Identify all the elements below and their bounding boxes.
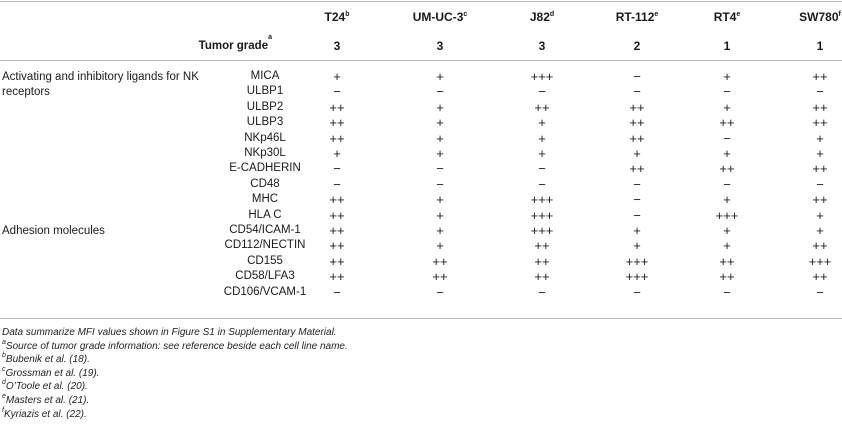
row-label: CD54/ICAM-1 [229, 224, 301, 236]
footnote-text: Data summarize MFI values shown in Figure S1 in Supplementary Material. [2, 327, 337, 338]
table-cell: − [816, 284, 824, 300]
footnote-text: Kyriazis et al. (22). [3, 408, 87, 420]
footnote-text: Source of tumor grade information: see reference beside each cell line name. [5, 340, 348, 352]
footnote-mark: b [2, 352, 6, 360]
table-cell: + [436, 69, 444, 84]
column-footnote-mark: c [463, 11, 468, 18]
table-cell: − [538, 161, 546, 177]
table-cell: ++ [329, 238, 345, 254]
table-cell: + [436, 146, 444, 161]
footnote-text: Bubenik et al. (18). [5, 354, 90, 366]
table-cell: − [633, 192, 641, 208]
table-cell: + [633, 146, 641, 161]
table-cell: ++ [534, 99, 550, 115]
row-label: NKp30L [244, 147, 286, 159]
table-cell: ++ [329, 192, 345, 208]
top-rule [0, 1, 842, 2]
footnote-text: Masters et al. (21). [5, 395, 90, 406]
row-group-label: Adhesion molecules [2, 225, 105, 237]
footnote-mark: e [2, 393, 6, 400]
table-cell: − [723, 176, 731, 192]
table-cell: − [333, 176, 341, 192]
table-cell: − [816, 84, 824, 100]
table-cell: − [333, 284, 341, 300]
table-cell: + [436, 223, 444, 238]
table-cell: ++ [329, 269, 345, 285]
bottom-rule [0, 318, 842, 319]
table-cell: + [633, 238, 641, 254]
tumor-grade-label: Tumor grade$^a$ [198, 34, 272, 52]
row-label: MHC [251, 193, 279, 206]
grade-value-5: 1 [816, 39, 824, 53]
table-cell: − [436, 176, 444, 192]
table-cell: ++ [534, 238, 550, 254]
table-cell: − [436, 161, 444, 177]
column-header-4 [682, 11, 772, 23]
table-cell: − [436, 284, 444, 300]
footnote-text: O’Toole et al. (20). [5, 381, 88, 393]
table-cell: − [633, 207, 641, 223]
table-cell: ++ [629, 99, 645, 115]
row-label: CD58/LFA3 [235, 270, 295, 283]
table-cell: − [723, 284, 731, 300]
table-cell: + [538, 130, 546, 146]
table-cell: ++ [329, 115, 345, 131]
footnote-text: Grossman et al. (19). [5, 367, 100, 379]
table-cell: + [436, 115, 444, 131]
footnote [2, 338, 348, 352]
column-name: UM-UC-3 [412, 10, 464, 24]
table-cell: ++ [329, 130, 345, 146]
row-label: ULBP2 [246, 100, 284, 113]
footnote-mark: f [2, 406, 4, 414]
table-cell: ++ [629, 161, 645, 177]
table-cell: + [333, 69, 341, 84]
table-cell: − [333, 84, 341, 100]
table-cell: ++ [432, 253, 448, 269]
table-cell: +++ [530, 69, 554, 84]
table-cell: − [436, 84, 444, 100]
footnote [2, 381, 88, 392]
table-cell: ++ [719, 253, 735, 269]
table-cell: + [538, 146, 546, 161]
table-cell: − [633, 284, 641, 300]
header-rule [0, 60, 842, 61]
table-cell: ++ [629, 115, 645, 131]
column-name: RT-112 [615, 10, 655, 24]
row-label: CD106/VCAM-1 [223, 285, 307, 298]
footnote [2, 395, 89, 406]
table-cell: ++ [812, 192, 828, 208]
table-cell: ++ [432, 269, 448, 285]
row-label: E-CADHERIN [229, 162, 301, 175]
table-cell: + [436, 99, 444, 115]
table-cell: ++ [812, 115, 828, 131]
grade-value-1: 3 [436, 39, 444, 53]
table-cell: ++ [812, 69, 828, 84]
table-cell: ++ [329, 99, 345, 115]
table-cell: + [538, 115, 546, 131]
row-label: HLA C [248, 208, 282, 221]
table-cell: + [816, 207, 824, 223]
table-cell: ++ [329, 223, 345, 238]
column-header-3 [592, 11, 682, 23]
column-header-1 [395, 11, 485, 23]
table-cell: ++ [719, 115, 735, 131]
table-cell: + [723, 223, 731, 238]
table-cell: +++ [530, 207, 554, 223]
footnote-mark: a [2, 338, 6, 346]
grade-value-4: 1 [723, 39, 731, 53]
table-cell: + [723, 238, 731, 254]
row-label: ULBP3 [246, 116, 284, 129]
table-cell: ++ [534, 269, 550, 285]
table-cell: +++ [808, 253, 832, 269]
table-cell: − [538, 84, 546, 100]
grade-value-3: 2 [633, 39, 641, 53]
table-cell: ++ [812, 99, 828, 115]
row-label: CD48 [250, 177, 280, 190]
footnote-mark: d [2, 379, 6, 387]
column-footnote-mark: e [654, 11, 659, 18]
column-footnote-mark: f [838, 11, 841, 18]
column-header-0 [292, 11, 382, 23]
table-cell: +++ [530, 223, 554, 238]
row-label: MICA [250, 70, 280, 82]
table-cell: + [333, 146, 341, 161]
table-cell: ++ [719, 269, 735, 285]
table-cell: + [633, 223, 641, 238]
table-cell: ++ [719, 161, 735, 177]
table-cell: + [436, 238, 444, 254]
table-cell: + [723, 69, 731, 84]
column-header-2 [497, 11, 587, 23]
table-cell: − [723, 84, 731, 100]
table-cell: + [816, 130, 824, 146]
column-header-5 [775, 11, 842, 23]
table-cell: ++ [329, 253, 345, 269]
column-name: T24 [324, 10, 346, 24]
footnote [2, 354, 90, 365]
table-cell: − [333, 161, 341, 177]
grade-value-2: 3 [538, 39, 546, 53]
table-cell: − [633, 69, 641, 84]
table-cell: +++ [715, 207, 739, 223]
table-cell: + [723, 146, 731, 161]
table-cell: − [723, 130, 731, 146]
table-cell: + [816, 146, 824, 161]
table-cell: ++ [329, 207, 345, 223]
table-cell: +++ [530, 192, 554, 208]
table-cell: ++ [534, 253, 550, 269]
grade-value-0: 3 [333, 39, 341, 53]
column-footnote-mark: e [736, 11, 741, 18]
row-label: ULBP1 [246, 85, 284, 98]
table-cell: +++ [625, 269, 649, 285]
row-label: CD112/NECTIN [224, 239, 306, 252]
table-cell: ++ [629, 130, 645, 146]
footnote [2, 365, 100, 379]
row-label: CD155 [247, 254, 283, 267]
table-cell: − [633, 84, 641, 100]
table-cell: + [436, 192, 444, 208]
table-cell: ++ [812, 161, 828, 177]
footnote [2, 327, 337, 338]
row-label: NKp46L [244, 131, 286, 144]
table-cell: + [723, 192, 731, 208]
table-cell: − [633, 176, 641, 192]
table-cell: − [538, 284, 546, 300]
column-name: SW780 [799, 10, 839, 24]
column-name: J82 [529, 10, 550, 24]
table-cell: +++ [625, 253, 649, 269]
footnote-mark: c [2, 365, 6, 373]
table-cell: ++ [812, 269, 828, 285]
footnote [2, 406, 87, 420]
table-cell: + [816, 223, 824, 238]
table-cell: + [436, 207, 444, 223]
column-footnote-mark: d [549, 11, 555, 18]
table-cell: − [816, 176, 824, 192]
table-cell: + [436, 130, 444, 146]
column-footnote-mark: b [345, 11, 350, 18]
row-group-label: Activating and inhibitory ligands for NK receptors [2, 71, 199, 98]
table-cell: + [723, 99, 731, 115]
table-cell: ++ [812, 238, 828, 254]
table-cell: − [538, 176, 546, 192]
column-name: RT4 [713, 10, 737, 24]
